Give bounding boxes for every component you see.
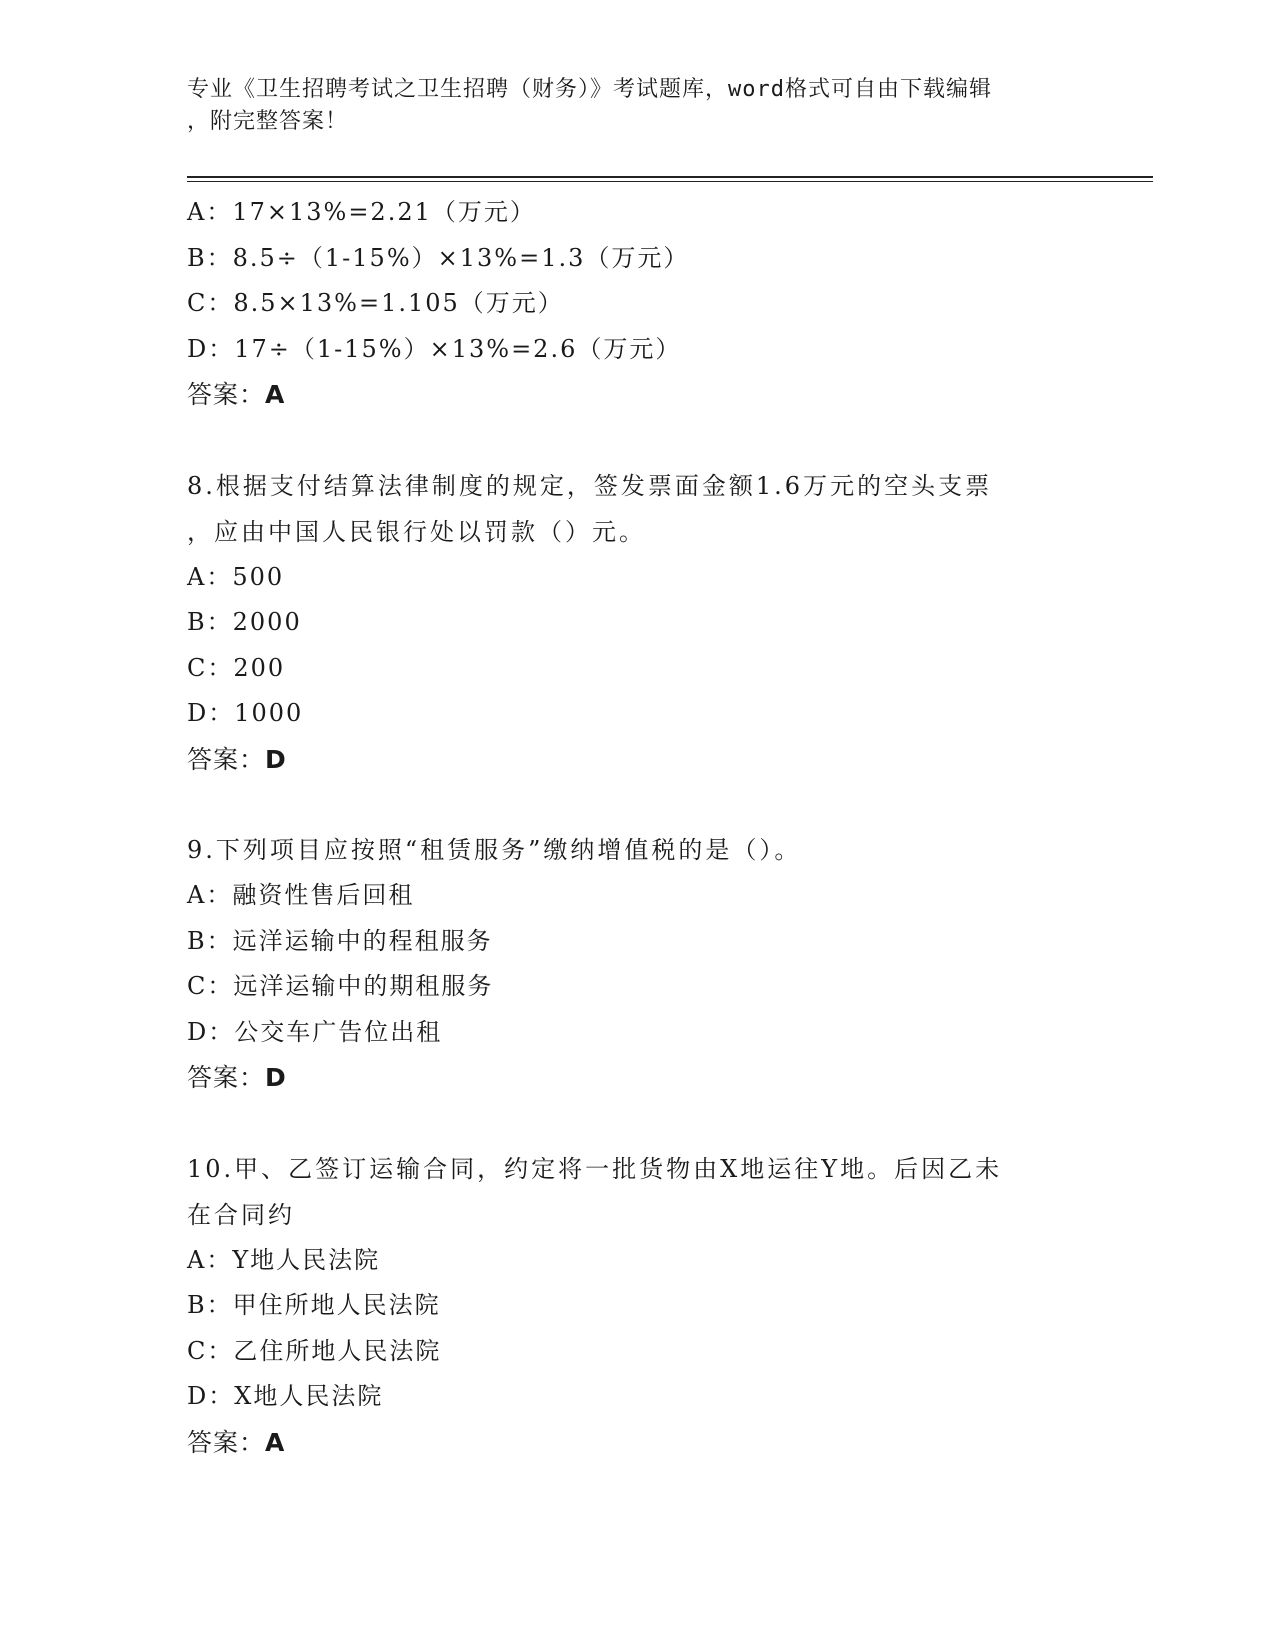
document-header <box>187 74 1087 138</box>
spacer <box>187 782 1087 827</box>
spacer <box>187 1101 1087 1146</box>
header-divider <box>187 176 1153 178</box>
option-a: A：融资性售后回租 <box>187 881 415 909</box>
answer-line <box>187 1420 1087 1466</box>
option-a: A：500 <box>187 562 285 591</box>
question-text-line-1: 8.根据支付结算法律制度的规定，签发票面金额1.6万元的空头支票 <box>187 471 993 500</box>
answer-value: D <box>265 1063 287 1092</box>
spacer <box>187 418 1087 463</box>
header-divider-thin <box>187 181 1153 182</box>
question-7 <box>187 190 1087 418</box>
question-text <box>187 463 1067 555</box>
option-a: A：Y地人民法院 <box>187 1245 381 1274</box>
option-d: D：X地人民法院 <box>187 1382 384 1410</box>
option-c: C：200 <box>187 653 286 682</box>
option-a: A：17×13%=2.21（万元） <box>187 198 536 226</box>
option-d: D：公交车广告位出租 <box>187 1017 443 1046</box>
answer-label: 答案： <box>187 380 266 409</box>
answer-value: A <box>265 1427 286 1457</box>
question-9 <box>187 827 1087 1101</box>
option-d: D：1000 <box>187 699 304 727</box>
question-text <box>187 827 1067 873</box>
option-c: C：乙住所地人民法院 <box>187 1336 442 1365</box>
option-b: B：8.5÷（1-15%）×13%=1.3（万元） <box>187 243 690 272</box>
answer-line <box>187 372 1087 418</box>
option-b: B：2000 <box>187 608 302 636</box>
header-line-1: 专业《卫生招聘考试之卫生招聘（财务）》考试题库，word格式可自由下载编辑 <box>187 77 992 102</box>
question-text-line-2: 在合同约 <box>187 1200 295 1229</box>
option-c: C：远洋运输中的期租服务 <box>187 972 494 1000</box>
answer-line <box>187 1055 1087 1101</box>
question-text-line-1: 10.甲、乙签订运输合同，约定将一批货物由X地运往Y地。后因乙未 <box>187 1154 1003 1183</box>
option-d: D：17÷（1-15%）×13%=2.6（万元） <box>187 334 682 363</box>
option-c: C：8.5×13%=1.105（万元） <box>187 289 564 317</box>
question-text-line-2: ，应由中国人民银行处以罚款（）元。 <box>187 517 646 546</box>
question-text-line-1: 9.下列项目应按照“租赁服务”缴纳增值税的是（）。 <box>187 836 802 864</box>
answer-value: A <box>265 380 286 409</box>
answer-label: 答案： <box>187 1427 266 1457</box>
answer-label: 答案： <box>187 1063 266 1092</box>
option-b: B：远洋运输中的程租服务 <box>187 926 493 955</box>
option-b: B：甲住所地人民法院 <box>187 1291 441 1319</box>
question-8 <box>187 463 1087 783</box>
question-text <box>187 1146 1067 1238</box>
answer-line <box>187 737 1087 783</box>
header-line-2: ，附完整答案！ <box>187 109 349 134</box>
question-10 <box>187 1146 1087 1466</box>
answer-value: D <box>265 744 287 774</box>
answer-label: 答案： <box>187 744 266 774</box>
question-list <box>187 190 1087 1465</box>
